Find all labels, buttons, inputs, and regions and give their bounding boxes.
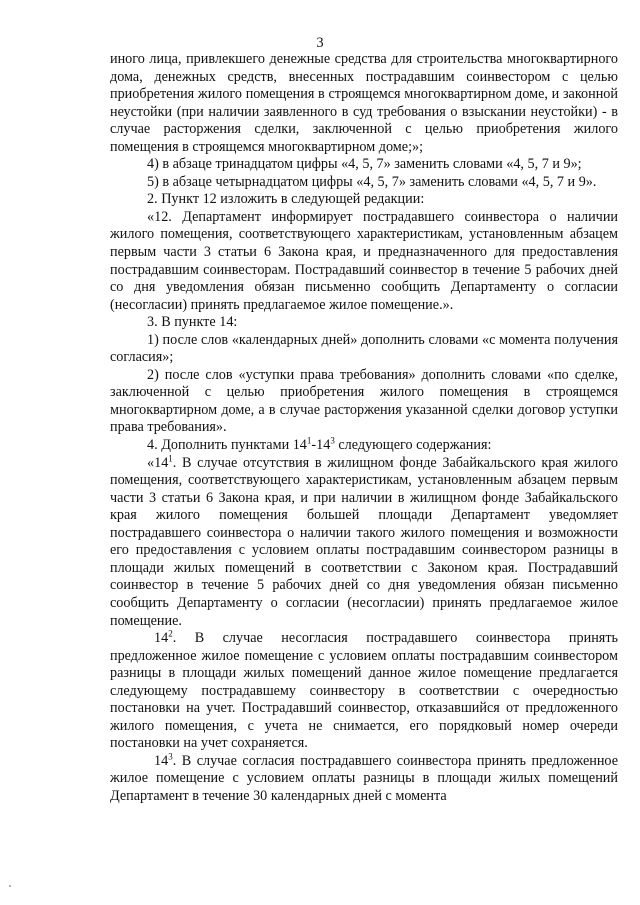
paragraph-item-2: 2. Пункт 12 изложить в следующей редакции: [147, 191, 425, 208]
paragraph-subitem-2: 2) после слов «уступки права требования» дополнить словами «по сделке, заключенной с целью приобретения жилого помещения в строящемся многоквартирном доме, а в случае расторжения указанной сделки договор уступки права требования». [110, 366, 618, 436]
paragraph-subitem-4: 4) в абзаце тринадцатом цифры «4, 5, 7» заменить словами «4, 5, 7 и 9»; [147, 156, 582, 173]
paragraph-clause-12: «12. Департамент информирует пострадавшего соинвестора о наличии жилого помещения, соответствующего характеристикам, установленным абзацем первым части 3 статьи 6 Закона края, и предназначенного для предоставления пострадавшим соинвесторам. Пострадавший соинвестор в течение 5 рабочих дней со дня уведомления обязан письменно сообщить Департаменту о согласии (несогласии) принять предлагаемое жилое помещение.». [110, 208, 618, 313]
text-fragment: следующего содержания: [334, 437, 492, 454]
paragraph-clause-14-1 [110, 452, 618, 630]
scan-artifact-dot [9, 885, 11, 887]
superscript: 3 [330, 435, 335, 446]
paragraph-subitem-5: 5) в абзаце четырнадцатом цифры «4, 5, 7» заменить словами «4, 5, 7 и 9». [147, 173, 597, 190]
text-fragment: 14 [154, 630, 169, 647]
text-fragment: . В случае несогласия пострадавшего соинвестора принять предложенное жилое помещение с условием оплаты пострадавшим соинвестором разницы в площади жилых помещений данное жилое помещение предлагается следующему пострадавшему соинвестору в соответствии с очередностью постановки на учет. Пострадавший соинвестор, отказавшийся от предложенного жилого помещения, с учета не снимается, его порядковый номер очереди постановки на учет сохраняется. [110, 630, 618, 752]
superscript: 1 [306, 435, 312, 446]
paragraph-clause-14-2 [110, 630, 618, 753]
superscript: 3 [168, 751, 173, 762]
paragraph-item-4 [110, 437, 618, 455]
superscript: 2 [168, 628, 173, 639]
paragraph-continuation: иного лица, привлекшего денежные средства для строительства многоквартирного дома, денежных средств, внесенных пострадавшим соинвестором с целью приобретения жилого помещения в строящемся многоквартирном доме, и законной неустойки (при наличии заявленного в суд требования о взыскании неустойки) - в случае расторжения сделки, заключенной с целью приобретения жилого помещения в строящемся многоквартирном доме;»; [110, 51, 618, 155]
text-fragment: -14 [311, 437, 331, 454]
text-fragment: 14 [154, 752, 169, 769]
paragraph-item-3: 3. В пункте 14: [147, 314, 238, 331]
text-fragment: «14 [147, 454, 169, 471]
paragraph-subitem-1: 1) после слов «календарных дней» дополнить словами «с момента получения согласия»; [110, 331, 618, 366]
superscript: 1 [168, 452, 173, 463]
text-fragment: . В случае согласия пострадавшего соинвестора принять предложенное жилое помещение с условием оплаты разницы в площади жилых помещений Департамент в течение 30 календарных дней с момента [110, 752, 618, 804]
text-fragment: . В случае отсутствия в жилищном фонде Забайкальского края жилого помещения, соответствующего характеристикам, установленным абзацем первым части 3 статьи 6 Закона края, и при наличии в жилищном фонде Забайкальского края жилого помещения большей площади Департамент уведомляет пострадавшего соинвестора о наличии такого жилого помещения и возможности его предоставления с условием оплаты пострадавшим соинвестором разницы в площади жилых помещений в соответствии с Законом края. Пострадавший соинвестор в течение 5 рабочих дней со дня уведомления обязан письменно сообщить Департаменту о согласии (несогласии) принять предлагаемое жилое помещение. [110, 454, 618, 629]
text-fragment: 4. Дополнить пунктами 14 [147, 437, 307, 454]
document-body [110, 51, 618, 806]
paragraph-clause-14-3 [110, 753, 618, 806]
page-number: 3 [316, 35, 324, 51]
